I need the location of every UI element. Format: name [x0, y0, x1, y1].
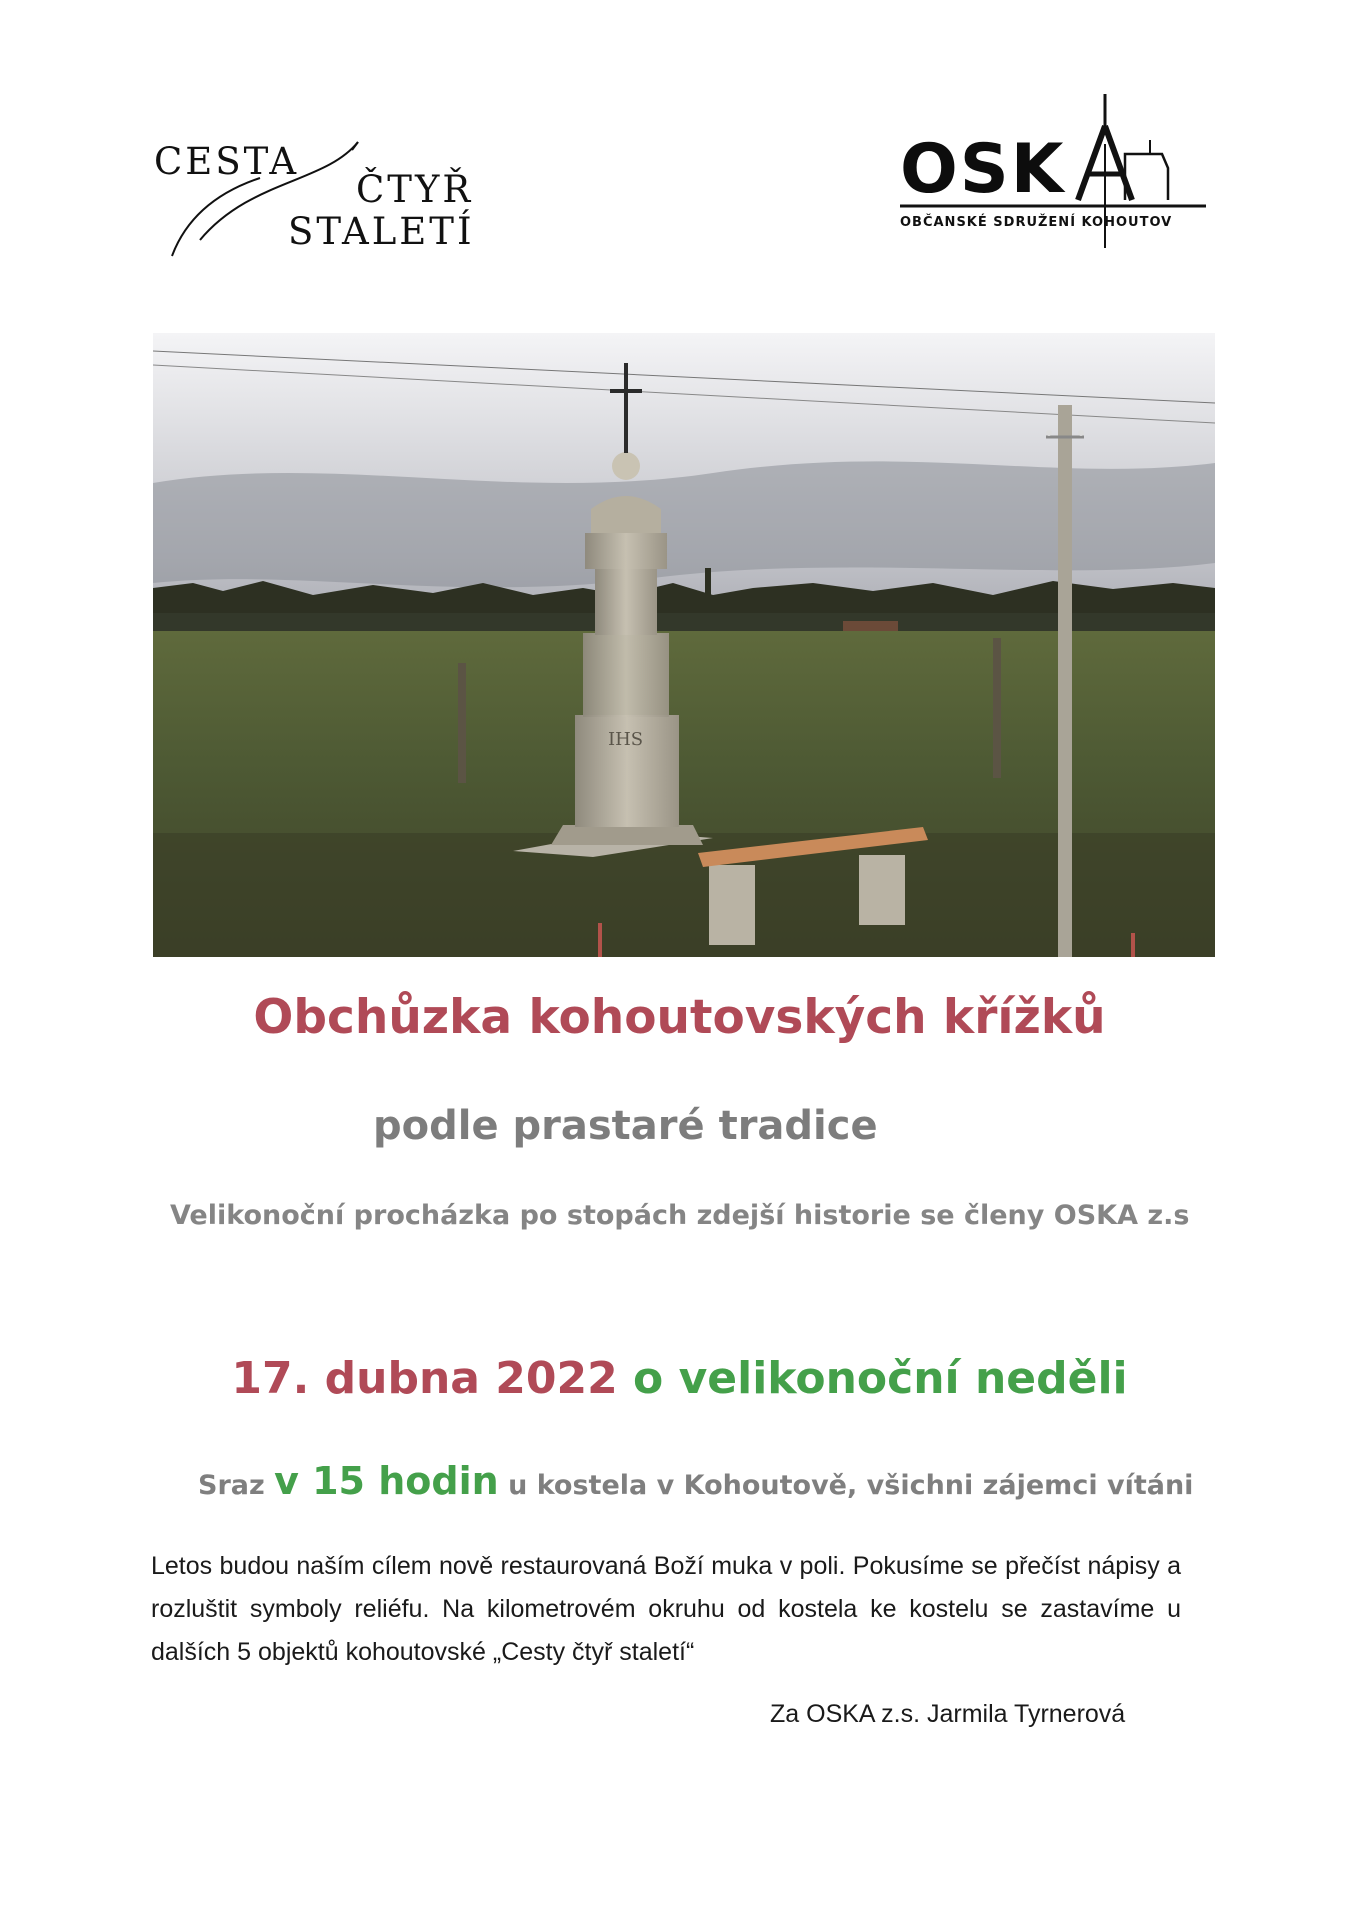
meeting-time: v 15 hodin	[274, 1459, 499, 1503]
body-paragraph: Letos budou naším cílem nově restaurovaná Boží muka v poli. Pokusíme se přečíst nápisy a rozluštit symboly reliéfu. Na kilometrovém okruhu od kostela ke kostelu se zastavíme u dalších 5 objektů kohoutovské „Cesty čtyř staletí“	[151, 1552, 1181, 1666]
svg-text:IHS: IHS	[608, 729, 644, 750]
meeting-prefix: Sraz	[198, 1470, 275, 1501]
signature: Za OSKA z.s. Jarmila Tyrnerová	[770, 1700, 1126, 1728]
meeting-info	[198, 1459, 1193, 1503]
logo-word-staleti: STALETÍ	[288, 210, 475, 253]
church-a-icon	[900, 88, 1220, 258]
oska-logo	[900, 88, 1220, 258]
wayside-shrine-photo	[153, 333, 1215, 957]
meeting-place: u kostela v Kohoutově, všichni zájemci vítáni	[498, 1470, 1194, 1501]
event-date-line	[0, 1353, 1359, 1404]
event-occasion: o velikonoční neděli	[617, 1353, 1128, 1404]
event-tagline: Velikonoční procházka po stopách zdejší historie se členy OSKA z.s	[170, 1200, 1190, 1231]
oska-subtitle: OBČANSKÉ SDRUŽENÍ KOHOUTOV	[900, 215, 1173, 230]
oska-wordmark: OSK	[900, 130, 1066, 209]
event-title: Obchůzka kohoutovských křížků	[253, 990, 1106, 1045]
cesta-ctyr-staleti-logo	[150, 128, 490, 258]
logo-word-ctyr: ČTYŘ	[356, 168, 474, 211]
event-date: 17. dubna 2022	[231, 1353, 618, 1404]
event-subtitle: podle prastaré tradice	[373, 1103, 878, 1149]
logo-word-cesta: CESTA	[154, 140, 300, 183]
